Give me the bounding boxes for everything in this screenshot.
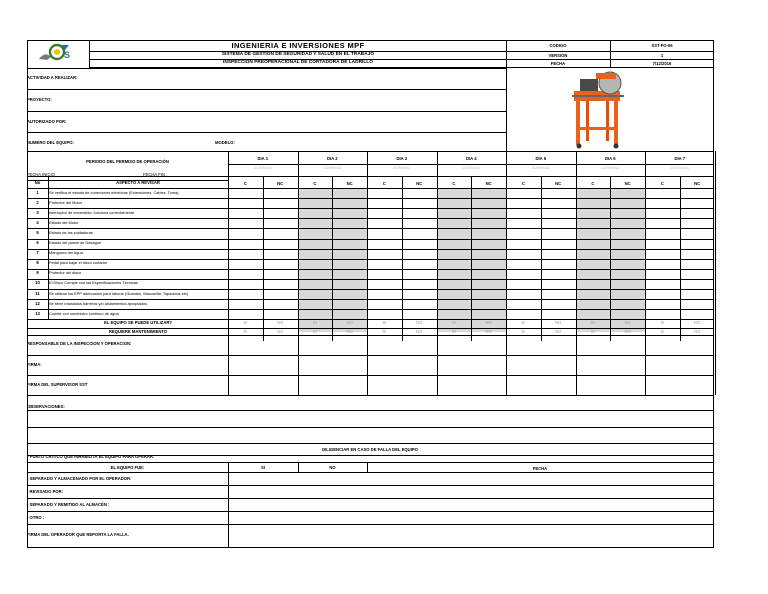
company-logo — [35, 41, 85, 63]
grid-line — [27, 462, 713, 463]
numero-equipo-label: NUMERO DEL EQUIPO: — [27, 140, 74, 145]
grid-line — [506, 151, 507, 341]
c-column-header: C — [660, 181, 664, 186]
grid-line — [228, 462, 229, 547]
separado-label: - SEPARADO Y ALMACENADO POR EL OPERADOR: — [27, 476, 132, 481]
nc-column-header: NC — [485, 181, 492, 186]
codigo-value: SST-FO-06 — [651, 43, 673, 48]
item-description: Manguera del Agua — [49, 250, 83, 256]
grid-line — [27, 309, 713, 310]
item-description: Estado del platon de Desague — [49, 240, 102, 245]
mpf-logo-icon — [35, 41, 85, 63]
grid-line — [437, 335, 438, 395]
maint-no-option[interactable]: NO — [346, 329, 353, 334]
grid-line — [27, 151, 713, 152]
grid-line — [27, 427, 713, 428]
grid-line — [367, 151, 368, 341]
nc-column-header: NC — [277, 181, 284, 186]
falla-si-label: SI — [261, 465, 265, 470]
item-description: Protector del Motor — [49, 199, 83, 205]
svg-text:S: S — [64, 50, 71, 60]
grid-line — [367, 462, 368, 472]
grid-line — [27, 299, 713, 300]
actividad-label: ACTIVIDAD A REALIZAR: — [27, 75, 78, 80]
grid-line — [27, 279, 713, 280]
modelo-label: MODELO: — [215, 140, 235, 145]
grid-line — [27, 249, 713, 250]
grid-line — [89, 59, 506, 60]
system-title: SISTEMA DE GESTION DE SEGURIDAD Y SALUD EN EL TRABAJO — [221, 52, 375, 57]
maint-no-option[interactable]: NO — [693, 329, 701, 334]
grid-line — [27, 40, 28, 547]
grid-line — [298, 151, 299, 341]
c-column-header: C — [591, 181, 595, 186]
item-number: 11 — [35, 290, 40, 296]
grid-line — [89, 51, 713, 52]
day-date-hint: DD/MM/AA — [253, 166, 272, 170]
grid-line — [27, 410, 713, 411]
codigo-label: CODIGO — [549, 43, 567, 48]
firma-operador-label: FIRMA DEL OPERADOR QUE REPORTA LA FALLA. — [27, 532, 129, 537]
maint-si-option[interactable]: SI — [243, 329, 248, 334]
grid-line — [27, 335, 713, 336]
proyecto-label: PROYECTO: — [27, 97, 52, 102]
item-description: Interruptor de encendido: funciona correctamente — [49, 209, 135, 215]
grid-line — [27, 259, 713, 260]
usable-si-option[interactable]: SI — [451, 320, 456, 325]
grid-line — [610, 40, 611, 68]
grid-line — [27, 395, 713, 396]
item-number: 7 — [36, 250, 39, 256]
autorizado-label: AUTORIZADO POR: — [27, 119, 67, 124]
day-date-hint: DD/MM/AA — [323, 166, 342, 170]
responsable-label: RESPONSABLE DE LA INSPECCION Y OPERACION: — [27, 341, 132, 346]
grid-line — [228, 164, 713, 165]
grid-line — [506, 335, 507, 395]
item-description: Se tiene instalados barreras y/o aislamientos apropiados. — [49, 300, 148, 306]
grid-line — [27, 455, 713, 456]
nc-column-header: NC — [346, 181, 353, 186]
item-description: Pedal para bajar el disco cortador — [49, 260, 108, 266]
maint-no-option[interactable]: NO — [554, 329, 562, 334]
grid-line — [27, 375, 713, 376]
grid-line — [27, 218, 713, 219]
c-column-header: C — [243, 181, 247, 186]
usable-si-option[interactable]: SI — [521, 320, 526, 325]
item-description: Se verifica el estado de conexiones eléctricas (Extensiones, Cables, Toma). — [49, 189, 180, 195]
c-column-header: C — [382, 181, 386, 186]
item-description: Protector del disco — [49, 270, 82, 276]
item-number: 6 — [36, 240, 39, 245]
grid-line — [27, 132, 506, 133]
grid-line — [27, 472, 713, 473]
grid-line — [367, 335, 368, 395]
day-header: DIA 2 — [326, 156, 338, 161]
day-header: DIA 3 — [396, 156, 408, 161]
grid-line — [576, 335, 577, 395]
day-header: DIA 5 — [535, 156, 547, 161]
maint-si-option[interactable]: SI — [312, 329, 317, 334]
grid-line — [27, 289, 713, 290]
col-no-header: No — [34, 180, 41, 185]
usable-no-option[interactable]: NO — [276, 320, 284, 325]
grid-line — [228, 335, 229, 395]
remitido-label: - SEPARADO Y REMITIDO AL ALMACÉN : — [27, 502, 110, 507]
c-column-header: C — [521, 181, 525, 186]
brick-cutter-photo-icon — [566, 69, 636, 151]
grid-line — [576, 151, 577, 341]
c-column-header: C — [313, 181, 317, 186]
supervisor-signature-label: FIRMA DEL SUPERVISOR SST — [27, 382, 88, 387]
maint-si-option[interactable]: SI — [590, 329, 595, 334]
fecha-value: 7/12/2016 — [652, 61, 672, 66]
otro-label: - OTRO : — [27, 515, 45, 520]
grid-line — [228, 151, 229, 341]
maint-no-option[interactable]: NO — [485, 329, 492, 334]
version-value: 1 — [660, 53, 664, 58]
day-date-hint: DD/MM/AA — [392, 166, 411, 170]
item-number: 10 — [35, 280, 40, 286]
grid-line — [298, 462, 299, 472]
day-header: DIA 6 — [604, 156, 616, 161]
grid-line — [27, 443, 713, 444]
document-title: INSPECCION PREOPERACIONAL DE CORTADORA DE LADRILLO — [223, 60, 373, 65]
grid-line — [27, 355, 713, 356]
usable-no-option[interactable]: NO — [346, 320, 353, 325]
punto-critico-label: * PUNTO CRITICO QUE INHABILITA EL EQUIPO PARA OPERAR. — [27, 454, 155, 459]
grid-line — [27, 485, 713, 486]
grid-line — [645, 335, 646, 395]
falla-no-label: NO — [329, 465, 336, 470]
observaciones-label: OBSERVACIONES: — [27, 404, 65, 409]
usable-si-option[interactable]: SI — [312, 320, 317, 325]
day-header: DIA 4 — [465, 156, 477, 161]
grid-line — [27, 89, 506, 90]
day-date-hint: DD/MM/AA — [462, 166, 481, 170]
grid-line — [27, 328, 713, 329]
item-number: 5 — [36, 229, 39, 235]
item-number: 2 — [36, 199, 39, 205]
usable-no-option[interactable]: NO — [693, 320, 701, 325]
firma-label: FIRMA: — [27, 362, 42, 367]
grid-line — [715, 151, 716, 341]
maint-no-option[interactable]: NO — [276, 329, 284, 334]
usable-si-option[interactable]: SI — [590, 320, 595, 325]
company-name: INGENIERIA E INVERSIONES MPF — [231, 41, 365, 50]
maint-si-option[interactable]: SI — [451, 329, 456, 334]
grid-line — [645, 151, 646, 341]
grid-line — [27, 239, 713, 240]
version-label: VERSION — [548, 53, 568, 58]
maint-si-option[interactable]: SI — [521, 329, 526, 334]
grid-line — [715, 335, 716, 395]
grid-line — [27, 68, 506, 69]
grid-line — [27, 547, 713, 548]
usable-si-option[interactable]: SI — [382, 320, 387, 325]
grid-line — [27, 498, 713, 499]
usable-question: EL EQUIPO SE PUEDE UTILIZAR? — [104, 320, 172, 325]
usable-no-option[interactable]: NO — [624, 320, 631, 325]
grid-line — [27, 198, 713, 199]
day-header: DIA 7 — [674, 156, 686, 161]
item-description: Cuente con suministro continuo de agua — [49, 310, 119, 316]
grid-line — [506, 59, 713, 60]
equipment-photo — [566, 69, 636, 151]
item-description: Estado del Motor — [49, 219, 79, 225]
maint-si-option[interactable]: SI — [382, 329, 387, 334]
nc-column-header: NC — [416, 181, 423, 186]
day-date-hint: DD/MM/AA — [670, 166, 689, 170]
item-number: 4 — [36, 219, 39, 225]
item-number: 12 — [35, 300, 40, 306]
grid-line — [27, 319, 713, 320]
item-description: El Disco Cumple con las Especificaciones Técnicas — [49, 280, 138, 286]
grid-line — [89, 40, 90, 68]
maint-no-option[interactable]: NO — [624, 329, 631, 334]
usable-no-option[interactable]: NO — [485, 320, 492, 325]
day-date-hint: DD/MM/AA — [601, 166, 620, 170]
maintenance-question: REQUIERE MANTENIMIENTO — [108, 329, 168, 334]
item-number: 13 — [35, 310, 40, 316]
equipo-fue-label: EL EQUIPO FUE: — [110, 465, 145, 470]
c-column-header: C — [452, 181, 456, 186]
maint-no-option[interactable]: NO — [415, 329, 423, 334]
nc-column-header: NC — [555, 181, 562, 186]
grid-line — [27, 111, 506, 112]
grid-line — [27, 180, 228, 181]
grid-line — [506, 40, 507, 152]
item-number: 1 — [36, 189, 39, 195]
fecha-inicio-label: FECHA INICIO — [27, 172, 55, 177]
grid-line — [437, 151, 438, 341]
grid-line — [27, 228, 713, 229]
usable-no-option[interactable]: NO — [554, 320, 562, 325]
periodo-label: PERIODO DEL PERMISO DE OPERACIÓN — [86, 159, 169, 164]
usable-no-option[interactable]: NO — [415, 320, 423, 325]
item-description: Estado de las soldaduras — [49, 229, 93, 235]
grid-line — [27, 269, 713, 270]
col-aspecto-header: ASPECTO A REVISAR — [116, 180, 160, 185]
day-header: DIA 1 — [257, 156, 269, 161]
maint-si-option[interactable]: SI — [660, 329, 665, 334]
item-number: 3 — [36, 209, 39, 215]
grid-line — [27, 524, 713, 525]
item-number: 8 — [36, 260, 39, 266]
grid-line — [298, 335, 299, 395]
item-description: Se utilizan los EPP adecuados para laborar (Guantes, Mascarilla, Tapaoidos etc) — [49, 290, 189, 296]
item-number: 9 — [36, 270, 39, 276]
revisado-label: - REVISADO POR: — [27, 489, 64, 494]
grid-line — [27, 208, 713, 209]
falla-title: DILIGENCIAR EN CASO DE FALLA DEL EQUIPO — [322, 447, 418, 452]
nc-column-header: NC — [624, 181, 631, 186]
day-date-hint: DD/MM/AA — [531, 166, 550, 170]
grid-line — [27, 511, 713, 512]
usable-si-option[interactable]: SI — [243, 320, 248, 325]
falla-fecha-label: FECHA — [532, 466, 548, 471]
nc-column-header: NC — [694, 181, 701, 186]
usable-si-option[interactable]: SI — [660, 320, 665, 325]
fecha-fin-label: FECHA FIN — [143, 172, 165, 177]
fecha-label: FECHA — [550, 61, 566, 66]
